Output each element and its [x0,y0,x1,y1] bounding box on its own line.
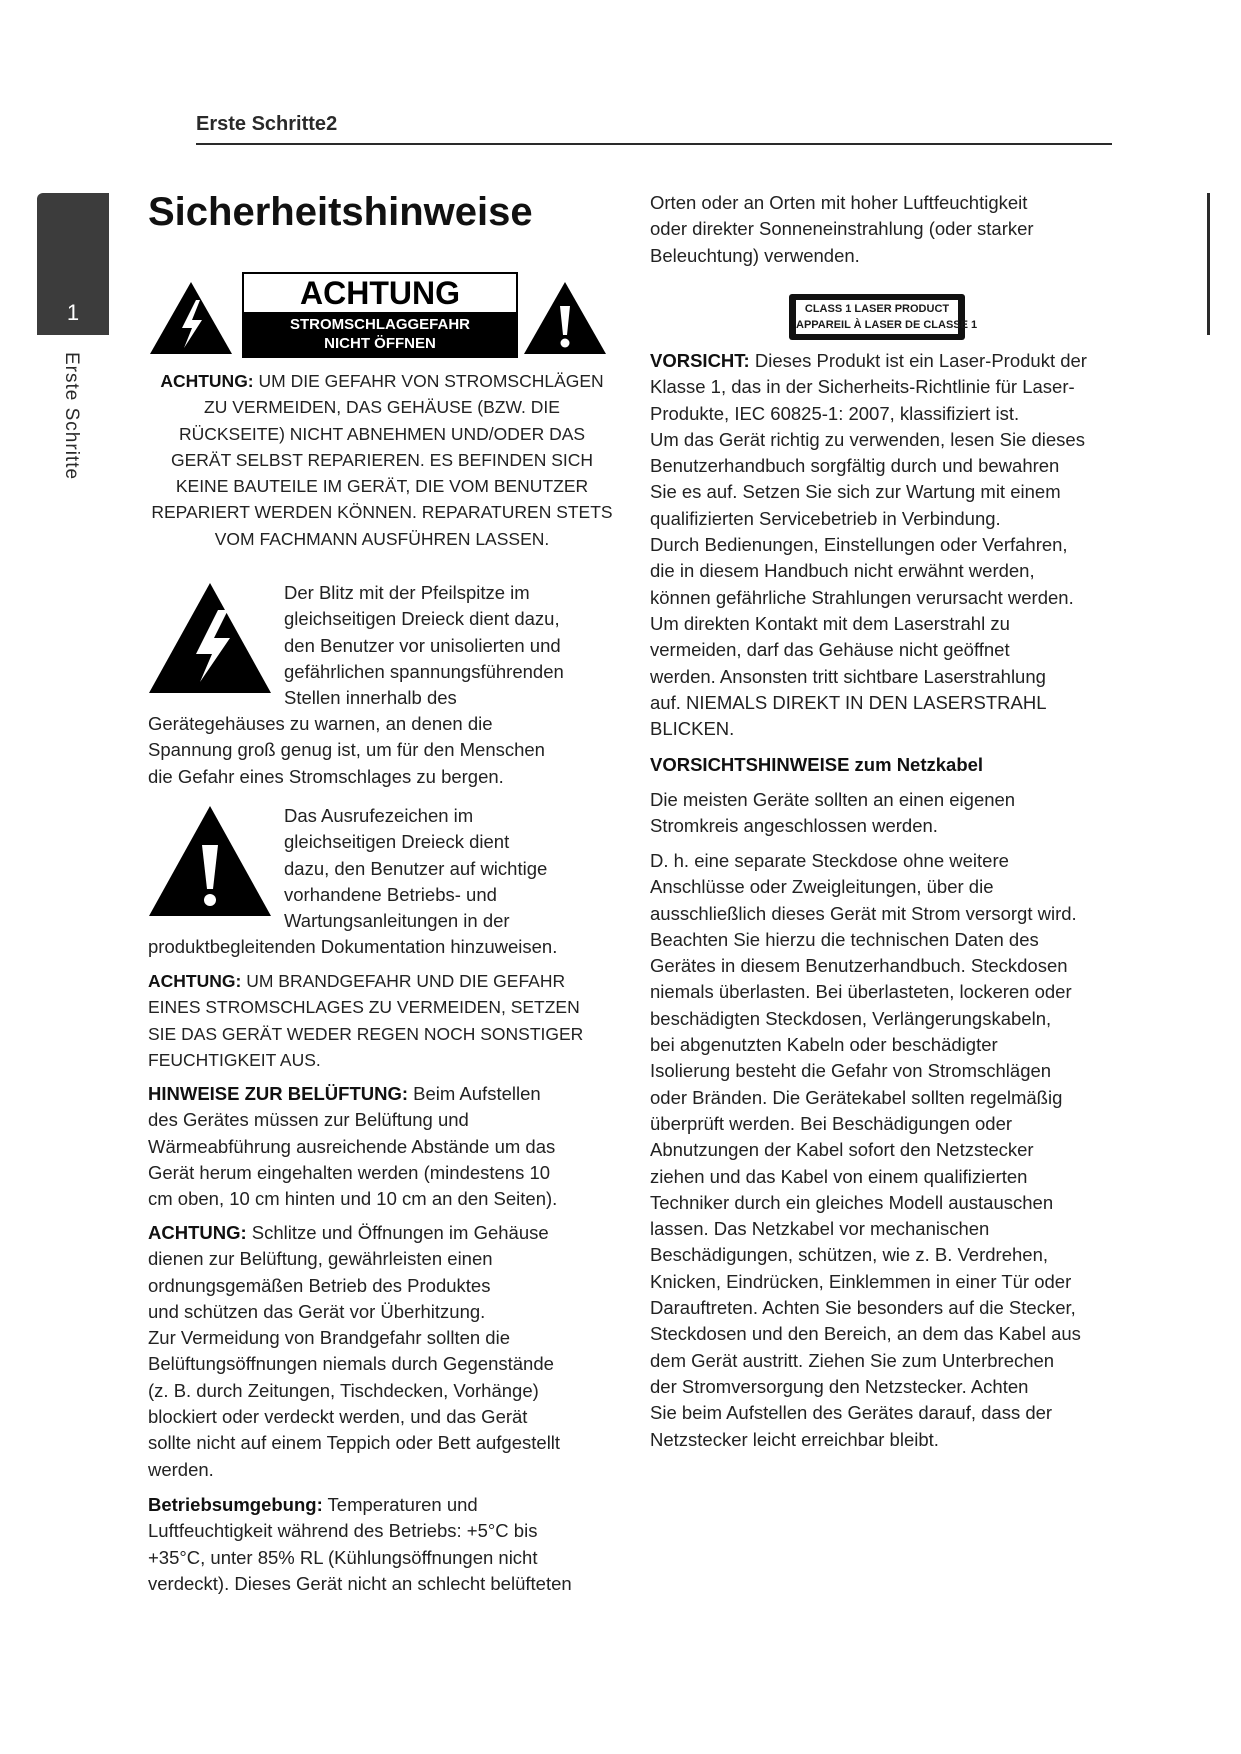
page-number: 2 [326,113,338,135]
text-line: produktbegleitenden Dokumentation hinzuweisen. [148,936,558,957]
warning-body [244,312,516,356]
text-line: auf. NIEMALS DIREKT IN DEN LASERSTRAHL [650,691,1047,713]
text-line: gleichseitigen Dreieck dient dazu, [284,608,560,630]
caution-line: RÜCKSEITE) NICHT ABNEHMEN UND/ODER DAS [178,423,586,444]
exclamation-paragraph-cont [148,934,557,960]
text-line: des Gerätes müssen zur Belüftung und [148,1109,469,1131]
text-line: UM BRANDGEFAHR UND DIE GEFAHR [241,971,566,991]
running-header [196,113,337,136]
text-line: Dieses Produkt ist ein Laser-Produkt der [749,350,1087,371]
caution-line: KEINE BAUTEILE IM GERÄT, DIE VOM BENUTZER [175,476,589,497]
text-line: (z. B. durch Zeitungen, Tischdecken, Vorhänge) [148,1379,539,1401]
caution-line: ZU VERMEIDEN, DAS GEHÄUSE (BZW. DIE [204,397,560,418]
text-line: dienen zur Belüftung, gewährleisten einen [148,1248,493,1270]
text-line: Techniker durch ein gleiches Modell austauschen [650,1191,1054,1213]
caution-line: VOM FACHMANN AUSFÜHREN LASSEN. [214,528,550,549]
text-line: SIE DAS GERÄT WEDER REGEN NOCH SONSTIGER [148,1023,584,1044]
text-line: Um direkten Kontakt mit dem Laserstrahl zu [650,612,1010,634]
cable-paragraph-1 [650,787,1015,840]
text-line: und schützen das Gerät vor Überhitzung. [148,1300,486,1322]
text-line: lassen. Das Netzkabel vor mechanischen [650,1218,990,1240]
caution-line: GERÄT SELBST REPARIEREN. ES BEFINDEN SICH [170,449,594,470]
text-line: überprüft werden. Bei Beschädigungen oder [650,1112,1013,1134]
text-line: Steckdosen und den Bereich, an dem das Kabel aus [650,1323,1081,1345]
text-line: ziehen und das Kabel von einem qualifizierten [650,1165,1028,1187]
text-line: Beleuchtung) verwenden. [650,244,860,266]
text-line: Stellen innerhalb des [284,687,457,709]
text-line: EINES STROMSCHLAGES ZU VERMEIDEN, SETZEN [148,997,580,1018]
text-line: BLICKEN. [650,718,735,740]
laser-label-inner [795,299,978,335]
text-line: die in diesem Handbuch nicht erwähnt werden, [650,560,1035,582]
text-line: Gerät herum eingehalten werden (mindestens 10 [148,1161,551,1183]
text-line: Das Ausrufezeichen im [284,805,474,826]
text-line: Wartungsanleitungen in der [284,910,510,932]
text-line: Netzstecker leicht erreichbar bleibt. [650,1428,939,1450]
text-line: Klasse 1, das in der Sicherheits-Richtlinie für Laser- [650,376,1075,398]
text-line: Anschlüsse oder Zweigleitungen, über die [650,876,994,898]
text-line: oder Bränden. Die Gerätekabel sollten regelmäßig [650,1086,1063,1108]
text-line: qualifizierten Servicebetrieb in Verbindung. [650,507,1001,529]
exclamation-warning-icon [522,280,608,356]
text-line: können gefährliche Strahlungen verursacht werden. [650,586,1074,608]
chapter-label: Erste Schritte [61,352,82,481]
warning-heading: ACHTUNG [300,275,460,311]
lightning-paragraph [284,580,564,711]
text-line: +35°C, unter 85% RL (Kühlungsöffnungen nicht [148,1546,538,1568]
text-line: dem Gerät austritt. Ziehen Sie zum Unterbrechen [650,1349,1055,1371]
text-line: Darauftreten. Achten Sie besonders auf die Stecker, [650,1297,1076,1319]
margin-rule [1207,193,1210,335]
text-line: cm oben, 10 cm hinten und 10 cm an den Seiten). [148,1188,558,1210]
text-line: Beachten Sie hierzu die technischen Daten des [650,928,1039,950]
text-line: Gerätes in diesem Benutzerhandbuch. Steckdosen [650,955,1068,977]
text-line: beschädigten Steckdosen, Verlängerungskabeln, [650,1007,1052,1029]
exclamation-triangle-icon [146,803,274,919]
text-line: Spannung groß genug ist, um für den Menschen [148,739,545,761]
laser-label-line: APPAREIL À LASER DE CLASSE 1 [796,319,978,331]
cable-heading: VORSICHTSHINWEISE zum Netzkabel [650,754,984,775]
text-line: D. h. eine separate Steckdose ohne weitere [650,850,1009,871]
text-line: oder direkter Sonneneinstrahlung (oder starker [650,218,1034,240]
ventilation-lead: HINWEISE ZUR BELÜFTUNG: [148,1083,409,1104]
text-line: werden. Ansonsten tritt sichtbare Laserstrahlung [650,665,1046,687]
text-line: Stromkreis angeschlossen werden. [650,815,938,837]
chapter-number: 1 [66,300,80,325]
lightning-triangle-icon [146,580,274,696]
text-line: bei abgenutzten Kabeln oder beschädigter [650,1034,998,1056]
text-line: Orten oder an Orten mit hoher Luftfeuchtigkeit [650,192,1028,213]
caution-line: UM DIE GEFAHR VON STROMSCHLÄGEN [253,371,604,391]
text-line: ordnungsgemäßen Betrieb des Produktes [148,1274,491,1296]
text-line: Temperaturen und [322,1494,478,1515]
text-line: blockiert oder verdeckt werden, und das Gerät [148,1406,528,1428]
text-line: Knicken, Eindrücken, Einklemmen in einer Tür oder [650,1270,1072,1292]
text-line: Sie beim Aufstellen des Gerätes darauf, dass der [650,1402,1053,1424]
continued-text [650,190,1034,269]
lightning-warning-icon [148,280,234,356]
laser-caution [650,348,1087,742]
environment-lead: Betriebsumgebung: [148,1494,323,1515]
vorsicht-lead: VORSICHT: [650,350,750,371]
slots-caution [148,1220,560,1483]
fire-lead: ACHTUNG: [148,971,242,991]
slots-lead: ACHTUNG: [148,1222,247,1243]
text-line: Der Blitz mit der Pfeilspitze im [284,582,530,603]
text-line: dazu, den Benutzer auf wichtige [284,857,548,879]
operating-environment [148,1492,572,1597]
text-line: FEUCHTIGKEIT AUS. [148,1049,321,1070]
text-line: Luftfeuchtigkeit während des Betriebs: +5°C bis [148,1520,538,1542]
text-line: gefährlichen spannungsführenden [284,660,564,682]
text-line: werden. [148,1458,214,1480]
text-line: gleichseitigen Dreieck dient [284,831,510,853]
cable-paragraph-2 [650,848,1081,1453]
page-title: Sicherheitshinweise [148,190,533,234]
text-line: vorhandene Betriebs- und [284,883,497,905]
header-rule [196,143,1112,145]
text-line: Beim Aufstellen [408,1083,541,1104]
text-line: die Gefahr eines Stromschlages zu bergen. [148,765,504,787]
ventilation-notes [148,1081,557,1212]
laser-class-label [789,294,978,340]
text-line: niemals überlasten. Bei überlasteten, lockeren oder [650,981,1072,1003]
warning-line: STROMSCHLAGGEFAHR [290,316,470,333]
text-line: Benutzerhandbuch sorgfältig durch und bewahren [650,455,1060,477]
text-line: Die meisten Geräte sollten an einen eigenen [650,789,1016,810]
text-line: Schlitze und Öffnungen im Gehäuse [246,1222,549,1243]
header-title: Erste Schritte [196,113,327,135]
text-line: Gerätegehäuses zu warnen, an denen die [148,713,493,734]
text-line: Belüftungsöffnungen niemals durch Gegenstände [148,1353,554,1375]
lightning-paragraph-cont [148,711,545,790]
text-line: vermeiden, darf das Gehäuse nicht geöffnet [650,639,1010,661]
text-line: Sie es auf. Setzen Sie sich zur Wartung mit einem [650,481,1061,503]
text-line: Isolierung besteht die Gefahr von Stromschlägen [650,1060,1052,1082]
text-line: sollte nicht auf einem Teppich oder Bett aufgestellt [148,1432,561,1454]
text-line: Zur Vermeidung von Brandgefahr sollten die [148,1327,510,1349]
warning-label [242,272,518,358]
text-line: Produkte, IEC 60825-1: 2007, klassifiziert ist. [650,402,1020,424]
caution-line: REPARIERT WERDEN KÖNNEN. REPARATUREN STETS [151,502,613,523]
caution-lead: ACHTUNG: [160,371,254,391]
text-line: Abnutzungen der Kabel sofort den Netzstecker [650,1139,1034,1161]
text-line: den Benutzer vor unisolierten und [284,634,561,656]
text-line: Wärmeabführung ausreichende Abstände um das [148,1135,556,1157]
text-line: Durch Bedienungen, Einstellungen oder Verfahren, [650,534,1068,556]
laser-label-line: CLASS 1 LASER PRODUCT [804,303,950,315]
text-line: Beschädigungen, schützen, wie z. B. Verdrehen, [650,1244,1049,1266]
fire-caution [148,968,583,1073]
caution-block [142,368,622,552]
text-line: der Stromversorgung den Netzstecker. Achten [650,1375,1029,1397]
text-line: Um das Gerät richtig zu verwenden, lesen Sie dieses [650,428,1085,450]
text-line: verdeckt). Dieses Gerät nicht an schlecht belüfteten [148,1572,572,1594]
warning-line: NICHT ÖFFNEN [324,335,436,352]
exclamation-paragraph [284,803,547,934]
text-line: ausschließlich dieses Gerät mit Strom versorgt wird. [650,902,1077,924]
